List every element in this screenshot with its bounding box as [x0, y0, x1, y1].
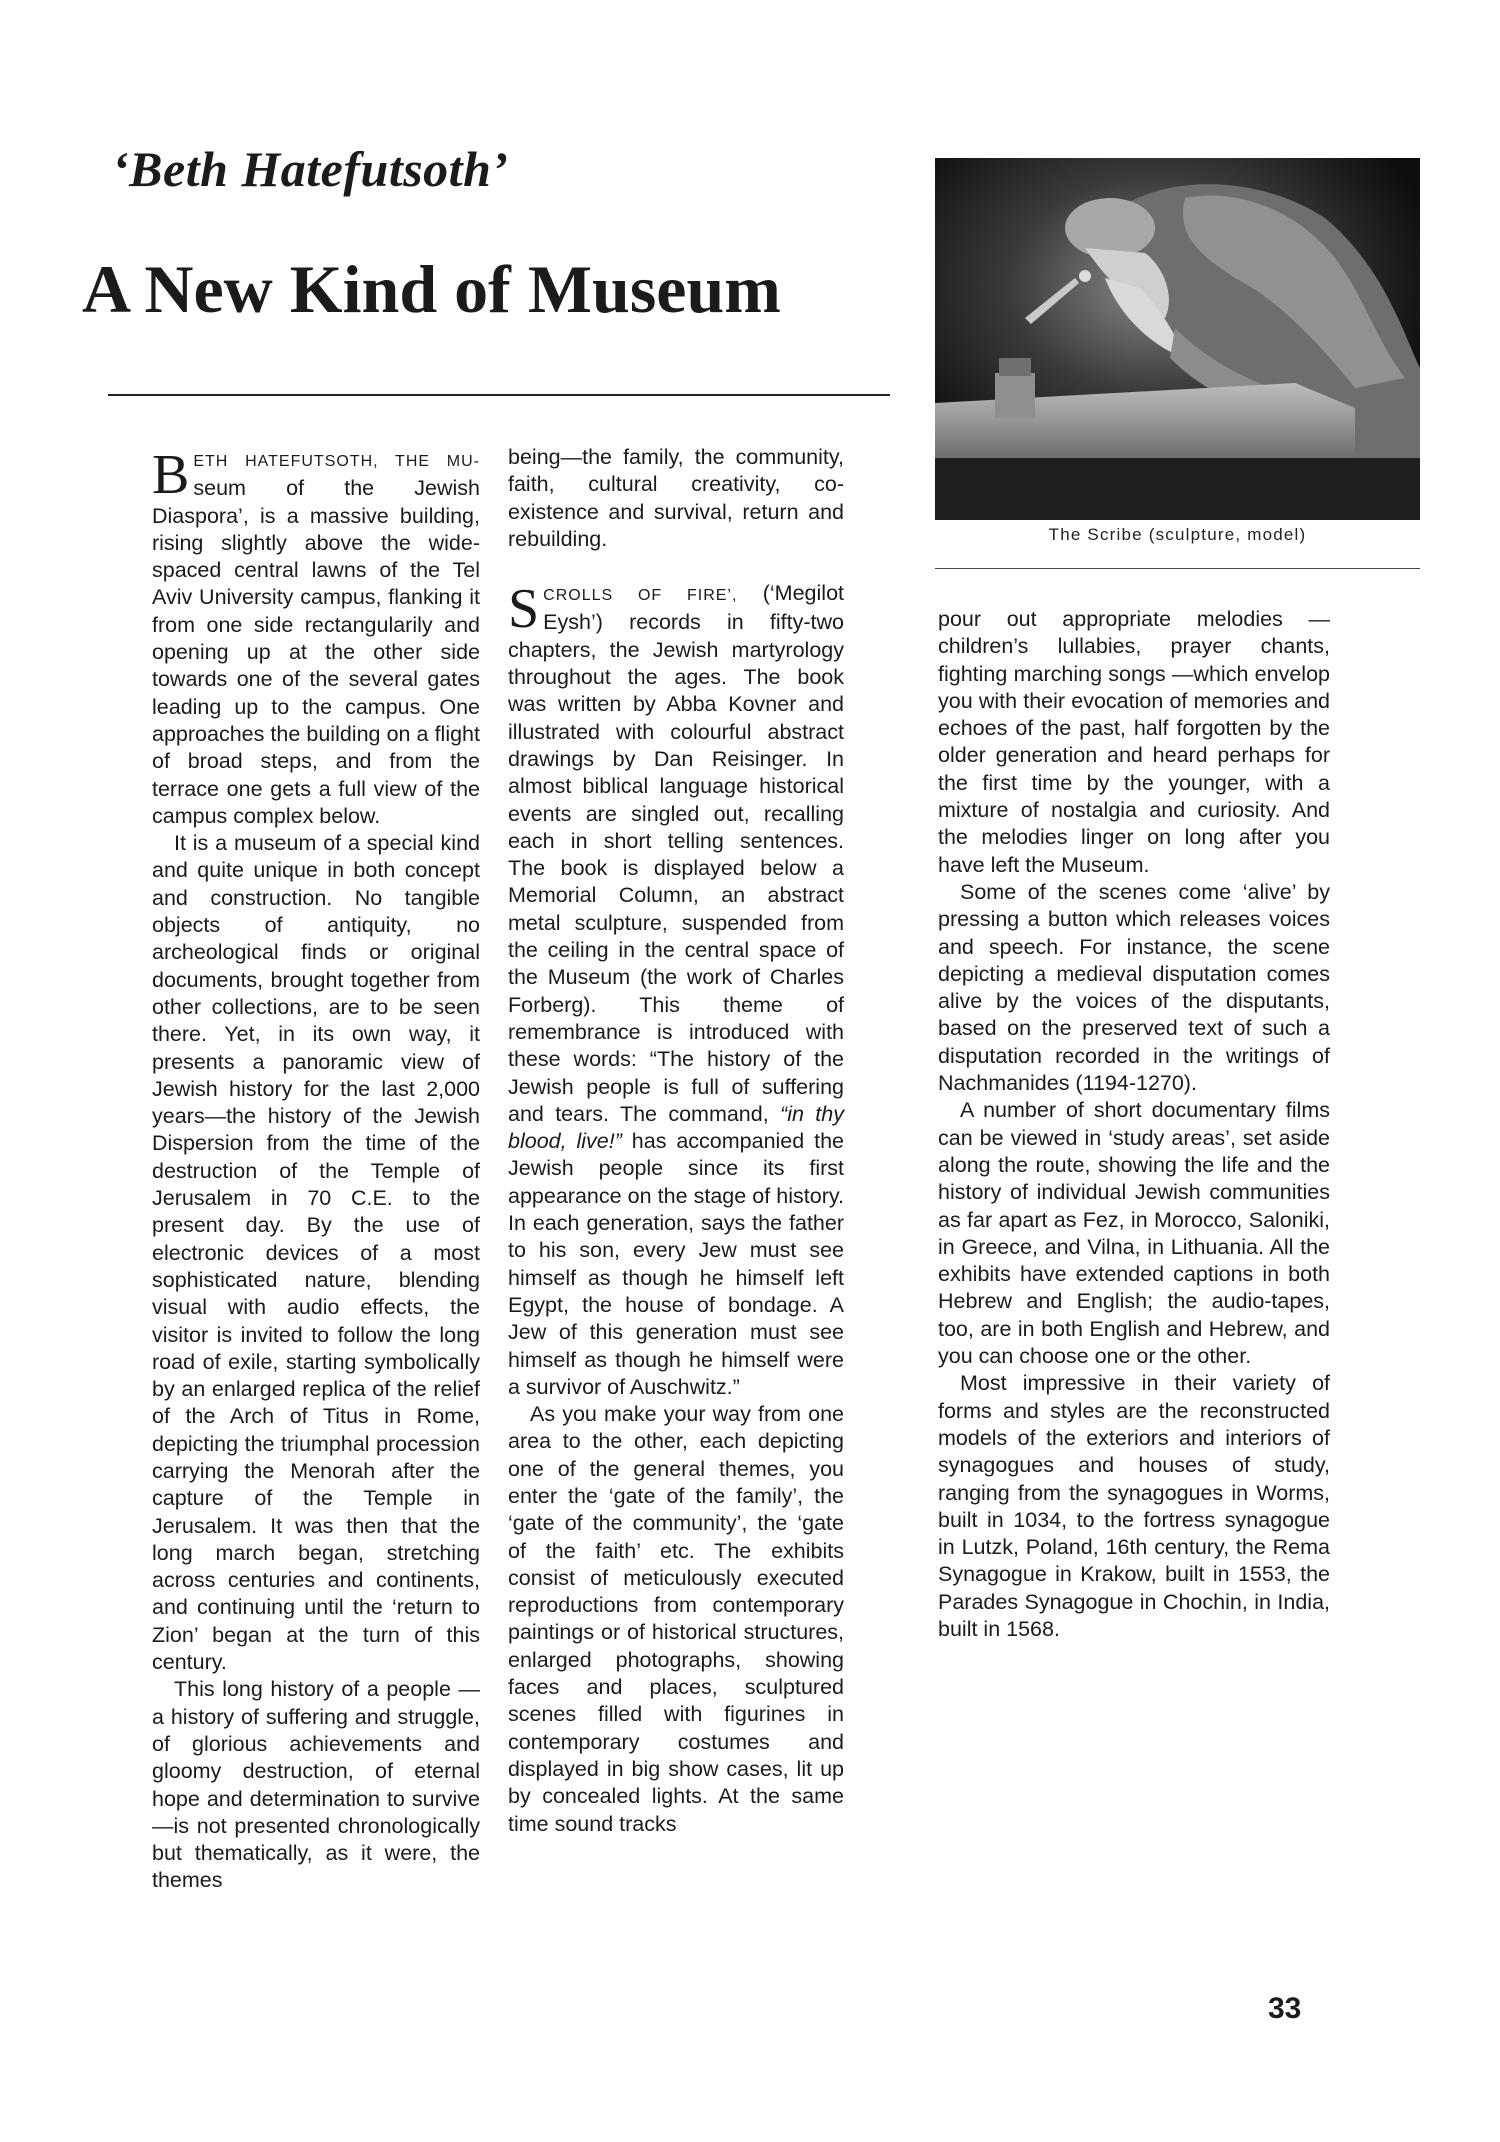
small-caps-lead-2: CROLLS OF FIRE’, — [543, 587, 738, 605]
caption-divider — [935, 568, 1420, 569]
paragraph-1 — [152, 446, 480, 830]
quote-emphasis: “in thy blood, live!” — [508, 1101, 844, 1154]
column-1 — [152, 446, 480, 1895]
scribe-sculpture-photo — [935, 158, 1420, 520]
paragraph-1-text: seum of the Jewish Diaspora’, is a massive building, rising slightly above the wide-spaced central lawns of the Tel Aviv University campus, flanking it from one side rectangularily and opening up at the other side towards one of the several gates leading up to the campus. One approaches the building on a flight of broad steps, and from the terrace one gets a full view of the campus complex below. — [152, 476, 480, 828]
column-2 — [508, 444, 844, 1838]
paragraph-8: Some of the scenes come ‘alive’ by pressing a button which releases voices and speech. For instance, the scene depicting a medieval disputation comes alive by the voices of the disputants, based on the preserved text of such a disputation recorded in the writings of Nachmanides (1194-1270). — [938, 879, 1330, 1096]
paragraph-10: Most impressive in their variety of forms and styles are the reconstructed models of the exteriors and interiors of synagogues and houses of study, ranging from the synagogues in Worms, built in 1034, to the fortress synagogue in Lutzk, Poland, 16th century, the Rema Synagogue in Krakow, built in 1553, the Parades Synagogue in Chochin, in India, built in 1568. — [938, 1371, 1330, 1641]
drop-cap-b: B — [152, 444, 190, 506]
paragraph-6: As you make your way from one area to the other, each depicting one of the general themes, you enter the ‘gate of the family’, the ‘gate of the community’, the ‘gate of the faith’ etc. The exhibits consist of meticulously executed reproductions from contemporary paintings or of historical structures, enlarged photographs, showing faces and places, sculptured scenes filled with figurines in contemporary costumes and displayed in big show cases, lit up by concealed lights. At the same time sound tracks — [508, 1402, 844, 1836]
photo-caption: The Scribe (sculpture, model) — [1048, 525, 1307, 544]
paragraph-5 — [508, 580, 844, 1401]
page-number: 33 — [1268, 1992, 1302, 2025]
paragraph-4: being—the family, the community, faith, cultural creativity, co-existence and survival, return and rebuilding. — [508, 445, 844, 551]
small-caps-lead: ETH HATEFUTSOTH, THE MU- — [193, 453, 480, 470]
column-3 — [938, 606, 1330, 1643]
drop-cap-s: S — [508, 578, 540, 641]
paragraph-3: This long history of a people — a history of suffering and struggle, of glorious achievements and gloomy destruction, of eternal hope and determination to survive—is not presented chronologically but thematically, as it were, the themes — [152, 1677, 480, 1893]
paragraph-7: pour out appropriate melodies —children’s lullabies, prayer chants, fighting marching songs —which envelop you with their evocation of memories and echoes of the past, half forgotten by the older generation and heard perhaps for the first time by the younger, with a mixture of nostalgia and curiosity. And the melodies linger on long after you have left the Museum. — [938, 607, 1330, 877]
article-kicker: ‘Beth Hatefutsoth’ — [112, 141, 509, 197]
section-gap — [508, 553, 844, 580]
scribe-sculpture-image — [935, 158, 1420, 520]
paragraph-5-text-2: has accompanied the Jewish people since its first appearance on the stage of history. In each generation, says the father to his son, every Jew must see himself as though he himself left Egypt, the house of bondage. A Jew of this generation must see himself as though he himself were a survivor of Auschwitz.” — [508, 1129, 845, 1399]
paragraph-2: It is a museum of a special kind and quite unique in both concept and construction. No tangible objects of antiquity, no archeological finds or original documents, brought together from other collections, are to be seen there. Yet, in its own way, it presents a panoramic view of Jewish history for the last 2,000 years—the history of the Jewish Dispersion from the time of the destruction of the Temple of Jerusalem in 70 C.E. to the present day. By the use of electronic devices of a most sophisticated nature, blending visual with audio effects, the visitor is invited to follow the long road of exile, starting symbolically by an enlarged replica of the relief of the Arch of Titus in Rome, depicting the triumphal procession carrying the Menorah after the capture of the Temple in Jerusalem. It was then that the long march began, stretching across centuries and continents, and continuing until the ‘return to Zion’ began at the turn of this century. — [152, 831, 480, 1675]
paragraph-9: A number of short documentary films can be viewed in ‘study areas’, set aside along the route, showing the life and the history of individual Jewish communities as far apart as Fez, in Morocco, Saloniki, in Greece, and Vilna, in Lithuania. All the exhibits have extended captions in both Hebrew and English; the audio-tapes, too, are in both English and Hebrew, and you can choose one or the other. — [938, 1098, 1330, 1369]
paragraph-5-text: (‘Megilot Eysh’) records in fifty-two chapters, the Jewish martyrology throughout the ages. The book was written by Abba Kovner and illustrated with colourful abstract drawings by Dan Reisinger. In almost biblical language historical events are singled out, recalling each in short telling sentences. The book is displayed below a Memorial Column, an abstract metal sculpture, suspended from the ceiling in the central space of the Museum (the work of Charles Forberg). This theme of remembrance is introduced with these words: “The history of the Jewish people is full of suffering and tears. The command, — [508, 581, 844, 1126]
article-title: A New Kind of Museum — [82, 251, 781, 327]
title-divider — [108, 394, 890, 396]
